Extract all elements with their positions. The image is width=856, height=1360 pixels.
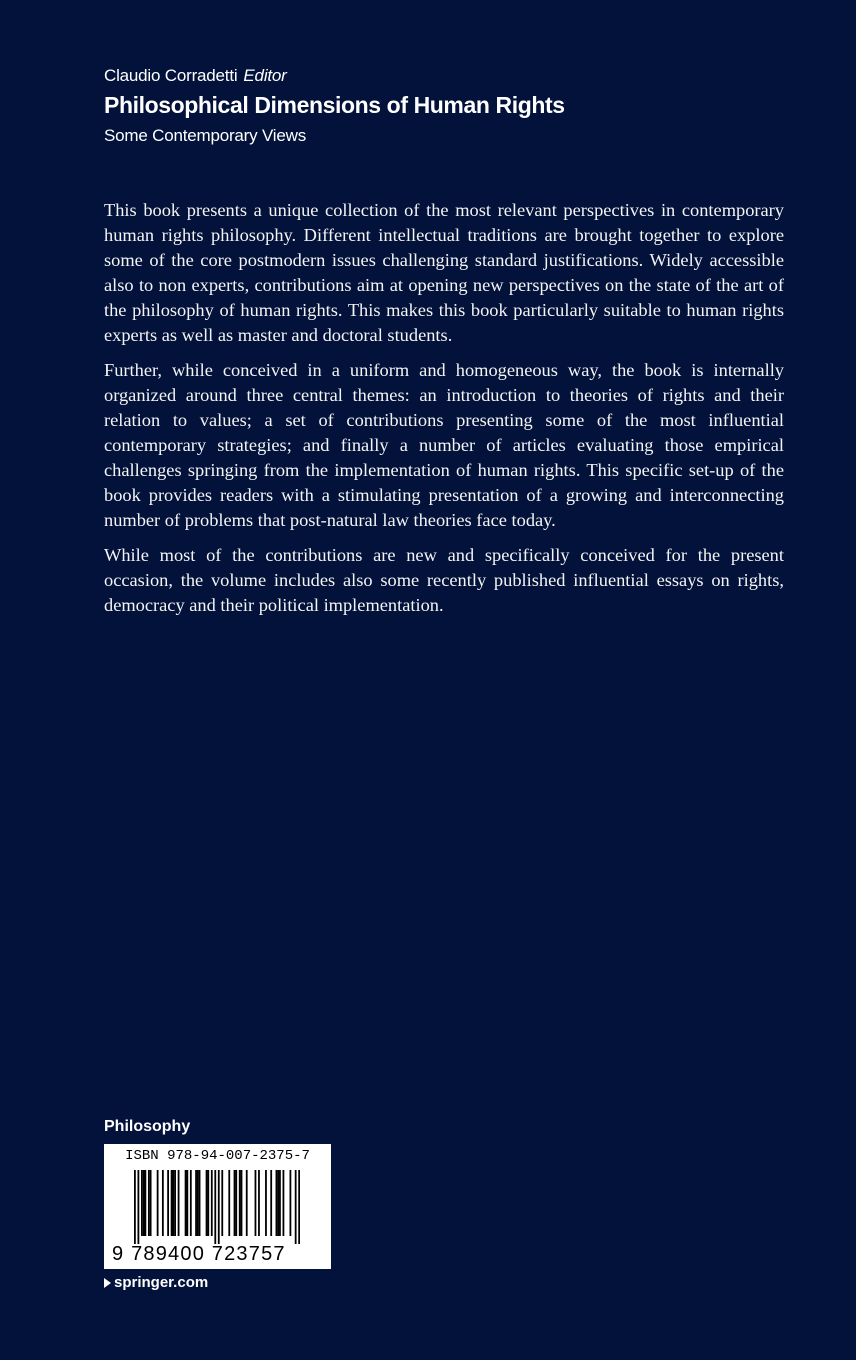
book-subtitle: Some Contemporary Views	[104, 126, 307, 145]
barcode-guard-bar	[214, 1170, 216, 1244]
barcode-bar	[167, 1170, 169, 1236]
barcode-bar	[255, 1170, 257, 1236]
barcode-bar	[228, 1170, 230, 1236]
barcode-bar	[246, 1170, 248, 1236]
barcode-bar	[270, 1170, 272, 1236]
editor-line	[104, 64, 784, 88]
barcode-bar	[144, 1170, 146, 1236]
barcode-bar	[239, 1170, 241, 1236]
barcode-guard-bar	[134, 1170, 136, 1244]
barcode-bar	[221, 1170, 223, 1236]
blurb-paragraph-1: This book presents a unique collection of the most relevant perspectives in contemporary human rights philosophy. Different intellectual traditions are brought together to explore some of the core postmodern issues challenging standard justifications. Widely accessible also to non experts, contributions aim at opening new perspectives on the state of the art of the philosophy of human rights. This makes this book particularly suitable to human rights experts as well as master and doctoral students.	[104, 200, 784, 345]
barcode-bar	[277, 1170, 279, 1236]
barcode-bar	[174, 1170, 176, 1236]
barcode-bars	[134, 1170, 300, 1244]
barcode-bar	[197, 1170, 199, 1236]
barcode-bar	[178, 1170, 180, 1236]
barcode-bar	[171, 1170, 173, 1236]
book-title: Philosophical Dimensions of Human Rights	[104, 92, 565, 118]
editor-name: Claudio Corradetti	[104, 66, 238, 85]
barcode-bar	[258, 1170, 260, 1236]
isbn-barcode	[104, 1144, 331, 1269]
barcode-bar	[283, 1170, 285, 1236]
blurb-paragraph-2: Further, while conceived in a uniform and homogeneous way, the book is internally organized around three central themes: an introduction to theories of rights and their relation to values; a set of contributions presenting some of the most influential contemporary strategies; and finally a number of articles evaluating those empirical challenges springing from the implementation of human rights. This specific set-up of the book provides readers with a stimulating presentation of a growing and interconnecting number of problems that post-natural law theories face today.	[104, 360, 784, 530]
publisher-link-text: springer.com	[114, 1274, 209, 1291]
barcode-bar	[190, 1170, 192, 1236]
publisher-link[interactable]	[104, 1273, 208, 1293]
barcode-guard-bar	[298, 1170, 300, 1244]
barcode-bar	[172, 1170, 174, 1236]
barcode-bar	[276, 1170, 278, 1236]
barcode-bar	[235, 1170, 237, 1236]
barcode-bar	[162, 1170, 164, 1236]
triangle-right-icon	[104, 1278, 111, 1288]
barcode-guard-bar	[137, 1170, 139, 1244]
barcode-bar	[265, 1170, 267, 1236]
barcode-bar	[206, 1170, 208, 1236]
barcode-bar	[241, 1170, 243, 1236]
barcode-bar	[141, 1170, 143, 1236]
barcode-bar	[143, 1170, 145, 1236]
barcode-bar	[207, 1170, 209, 1236]
barcode-bar	[199, 1170, 201, 1236]
barcode-bar	[157, 1170, 159, 1236]
barcode-digits: 9 789400 723757	[112, 1243, 286, 1265]
back-cover-blurb	[104, 198, 784, 628]
subject-category: Philosophy	[104, 1118, 191, 1135]
cover-header	[104, 64, 784, 148]
barcode-bar	[211, 1170, 213, 1236]
blurb-paragraph-3: While most of the contributions are new and specifically conceived for the present occasion, the volume includes also some recently published influential essays on rights, democracy and their political implementation.	[104, 545, 784, 615]
barcode-guard-bar	[295, 1170, 297, 1244]
barcode-bar	[150, 1170, 152, 1236]
barcode-bar	[185, 1170, 187, 1236]
barcode-bar	[279, 1170, 281, 1236]
editor-role: Editor	[243, 66, 287, 85]
barcode-bar	[186, 1170, 188, 1236]
barcode-bar	[195, 1170, 197, 1236]
barcode-bar	[148, 1170, 150, 1236]
barcode-guard-bar	[218, 1170, 220, 1244]
isbn-label: ISBN 978-94-007-2375-7	[125, 1148, 310, 1164]
barcode-bar	[234, 1170, 236, 1236]
barcode-bar	[290, 1170, 292, 1236]
